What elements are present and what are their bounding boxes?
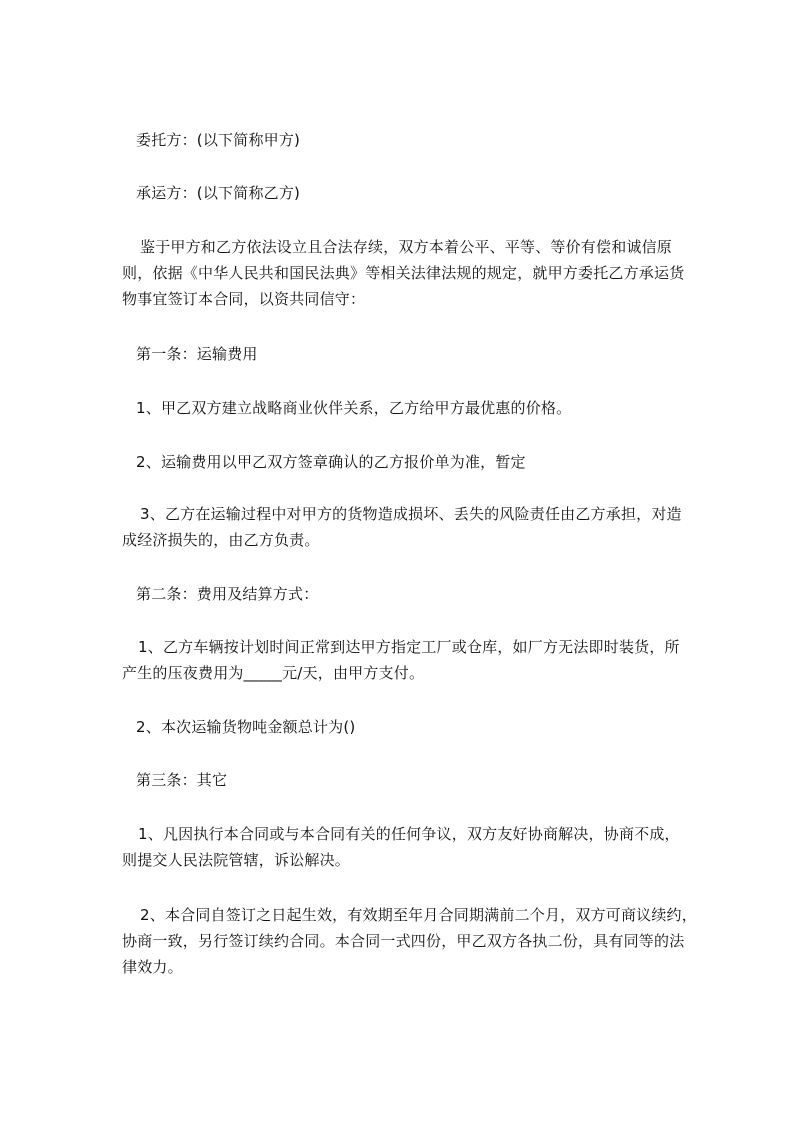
text-line: 协商一致，另行签订续约合同。本合同一式四份，甲乙双方各执二份，具有同等的法: [122, 932, 685, 950]
text-line: 物事宜签订本合同，以资共同信守：: [122, 290, 366, 308]
article-3-item-1: [122, 821, 680, 873]
article-3-heading: [136, 767, 227, 793]
text-line: 1、乙方车辆按计划时间正常到达甲方指定工厂或仓库，如厂方无法即时装货，所: [138, 638, 680, 656]
text-line: 承运方：(以下简称乙方): [136, 184, 301, 202]
preamble-paragraph: [122, 234, 684, 312]
text-line: 成经济损失的，由乙方负责。: [122, 531, 320, 549]
carrier-party-line: [136, 180, 300, 206]
text-line: 则提交人民法院管辖，诉讼解决。: [122, 851, 351, 869]
text-line: 鉴于甲方和乙方依法设立且合法存续，双方本着公平、平等、等价有偿和诚信原: [140, 238, 673, 256]
text-line: 第一条：运输费用: [136, 345, 258, 363]
article-1-heading: [136, 341, 258, 367]
text-line: 则，依据《中华人民共和国民法典》等相关法律法规的规定，就甲方委托乙方承运货: [122, 264, 685, 282]
entrusting-party-line: [136, 127, 300, 153]
article-1-item-1: [136, 395, 571, 421]
text-line: 1、凡因执行本合同或与本合同有关的任何争议，双方友好协商解决，协商不成，: [138, 825, 680, 843]
article-2-item-2: [136, 714, 355, 740]
text-line: 2、本合同自签订之日起生效，有效期至年月合同期满前二个月，双方可商议续约，: [140, 906, 697, 924]
article-3-item-2: [122, 902, 697, 980]
text-line: 2、本次运输货物吨金额总计为(): [136, 718, 356, 736]
text-line: 产生的压夜费用为_____元/天，由甲方支付。: [122, 664, 425, 682]
text-line: 律效力。: [122, 958, 183, 976]
text-line: 1、甲乙双方建立战略商业伙伴关系，乙方给甲方最优惠的价格。: [136, 399, 572, 417]
text-line: 第三条：其它: [136, 771, 228, 789]
article-1-item-3: [122, 501, 682, 553]
article-2-heading: [136, 581, 318, 607]
article-2-item-1: [122, 634, 680, 686]
text-line: 第二条：费用及结算方式：: [136, 585, 319, 603]
text-line: 2、运输费用以甲乙双方签章确认的乙方报价单为准，暂定: [136, 453, 526, 471]
article-1-item-2: [136, 449, 526, 475]
text-line: 委托方：(以下简称甲方): [136, 131, 301, 149]
text-line: 3、乙方在运输过程中对甲方的货物造成损坏、丢失的风险责任由乙方承担，对造: [140, 505, 682, 523]
